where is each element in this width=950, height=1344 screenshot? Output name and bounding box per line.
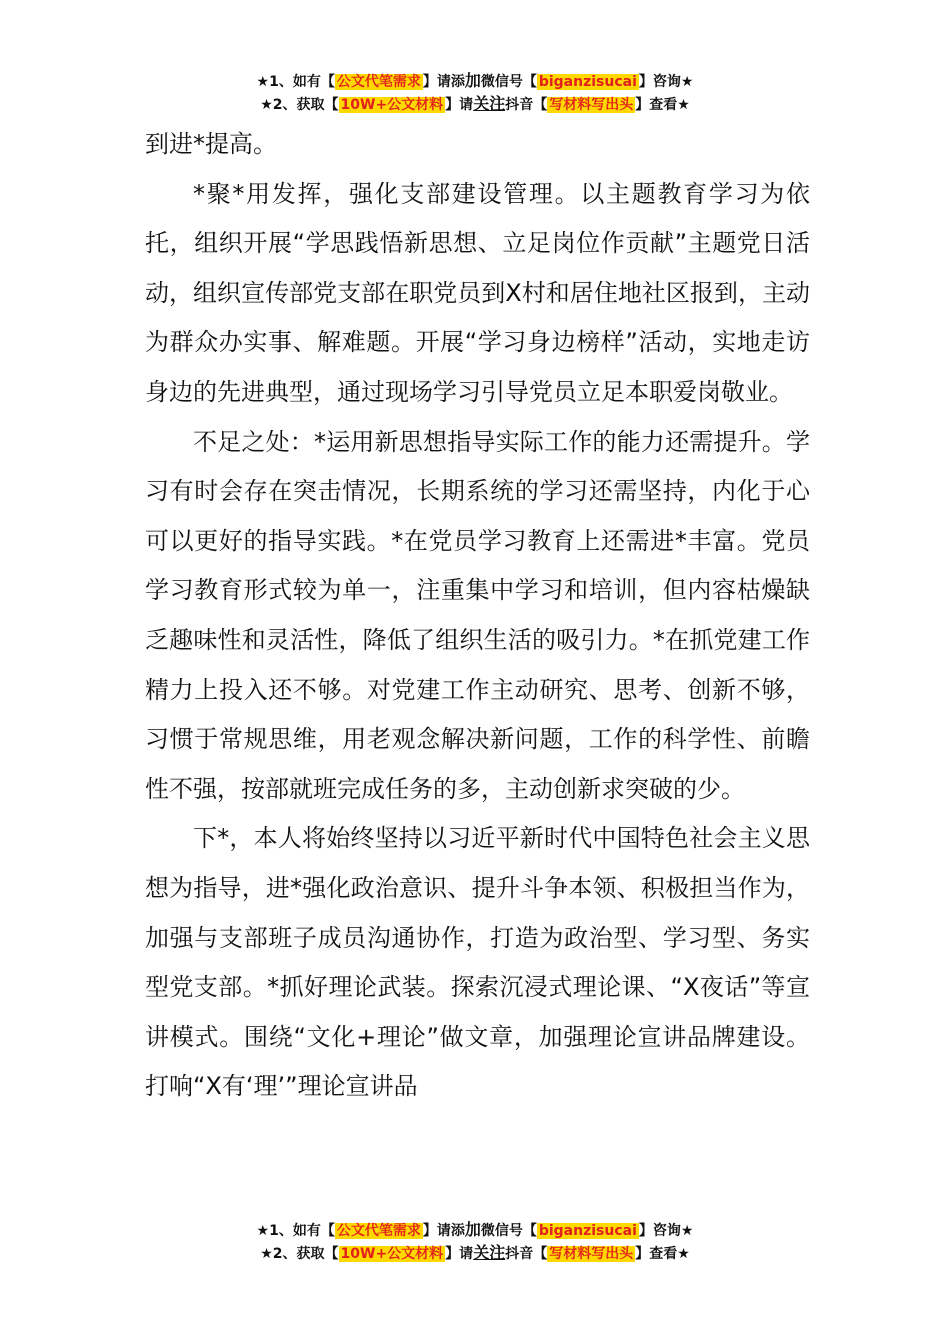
paragraph-4: 下*，本人将始终坚持以习近平新时代中国特色社会主义思想为指导，进*强化政治意识、提升斗争本领、积极担当作为，加强与支部班子成员沟通协作，打造为政治型、学习型、务实型党支部。*抓好理论武装。探索沉浸式理论课、“X夜话”等宣讲模式。围绕“文化+理论”做文章，加强理论宣讲品牌建设。打响“X有‘理’”理论宣讲品 bbox=[145, 824, 810, 1101]
banner-line-2: ★2、获取【 10W+公文材料 】请关注抖音【 写材料写出头 】查看★ bbox=[260, 94, 690, 113]
highlight-service: 公文代笔需求 bbox=[336, 74, 421, 90]
footer-banner bbox=[0, 1219, 950, 1265]
header-banner bbox=[0, 70, 950, 116]
footer-highlight-wechat-id: biganzisucai bbox=[538, 1223, 637, 1239]
highlight-wechat-id: biganzisucai bbox=[538, 74, 637, 90]
paragraph-1: 到进*提高。 bbox=[145, 130, 277, 158]
paragraph-3: 不足之处：*运用新思想指导实际工作的能力还需提升。学习有时会存在突击情况，长期系统的学习还需坚持，内化于心可以更好的指导实践。*在党员学习教育上还需进*丰富。党员学习教育形式较为单一，注重集中学习和培训，但内容枯燥缺乏趣味性和灵活性，降低了组织生活的吸引力。*在抓党建工作精力上投入还不够。对党建工作主动研究、思考、创新不够，习惯于常规思维，用老观念解决新问题，工作的科学性、前瞻性不强，按部就班完成任务的多，主动创新求突破的少。 bbox=[145, 427, 810, 803]
footer-highlight-service: 公文代笔需求 bbox=[336, 1223, 421, 1239]
highlight-materials: 10W+公文材料 bbox=[340, 97, 444, 113]
footer-highlight-materials: 10W+公文材料 bbox=[340, 1246, 444, 1262]
banner-line-1: ★1、如有【 公文代笔需求 】请添加微信号【 biganzisucai 】咨询★ bbox=[256, 71, 694, 90]
paragraph-2: *聚*用发挥，强化支部建设管理。以主题教育学习为依托，组织开展“学思践悟新思想、立足岗位作贡献”主题党日活动，组织宣传部党支部在职党员到X村和居住地社区报到，主动为群众办实事、解难题。开展“学习身边榜样”活动，实地走访身边的先进典型，通过现场学习引导党员立足本职爱岗敬业。 bbox=[145, 179, 810, 406]
document-body bbox=[145, 120, 810, 1112]
footer-line-2: ★2、获取【 10W+公文材料 】请关注抖音【 写材料写出头 】查看★ bbox=[260, 1243, 690, 1262]
footer-line-1: ★1、如有【 公文代笔需求 】请添加微信号【 biganzisucai 】咨询★ bbox=[256, 1220, 694, 1239]
footer-highlight-douyin: 写材料写出头 bbox=[549, 1246, 634, 1262]
highlight-douyin: 写材料写出头 bbox=[549, 97, 634, 113]
